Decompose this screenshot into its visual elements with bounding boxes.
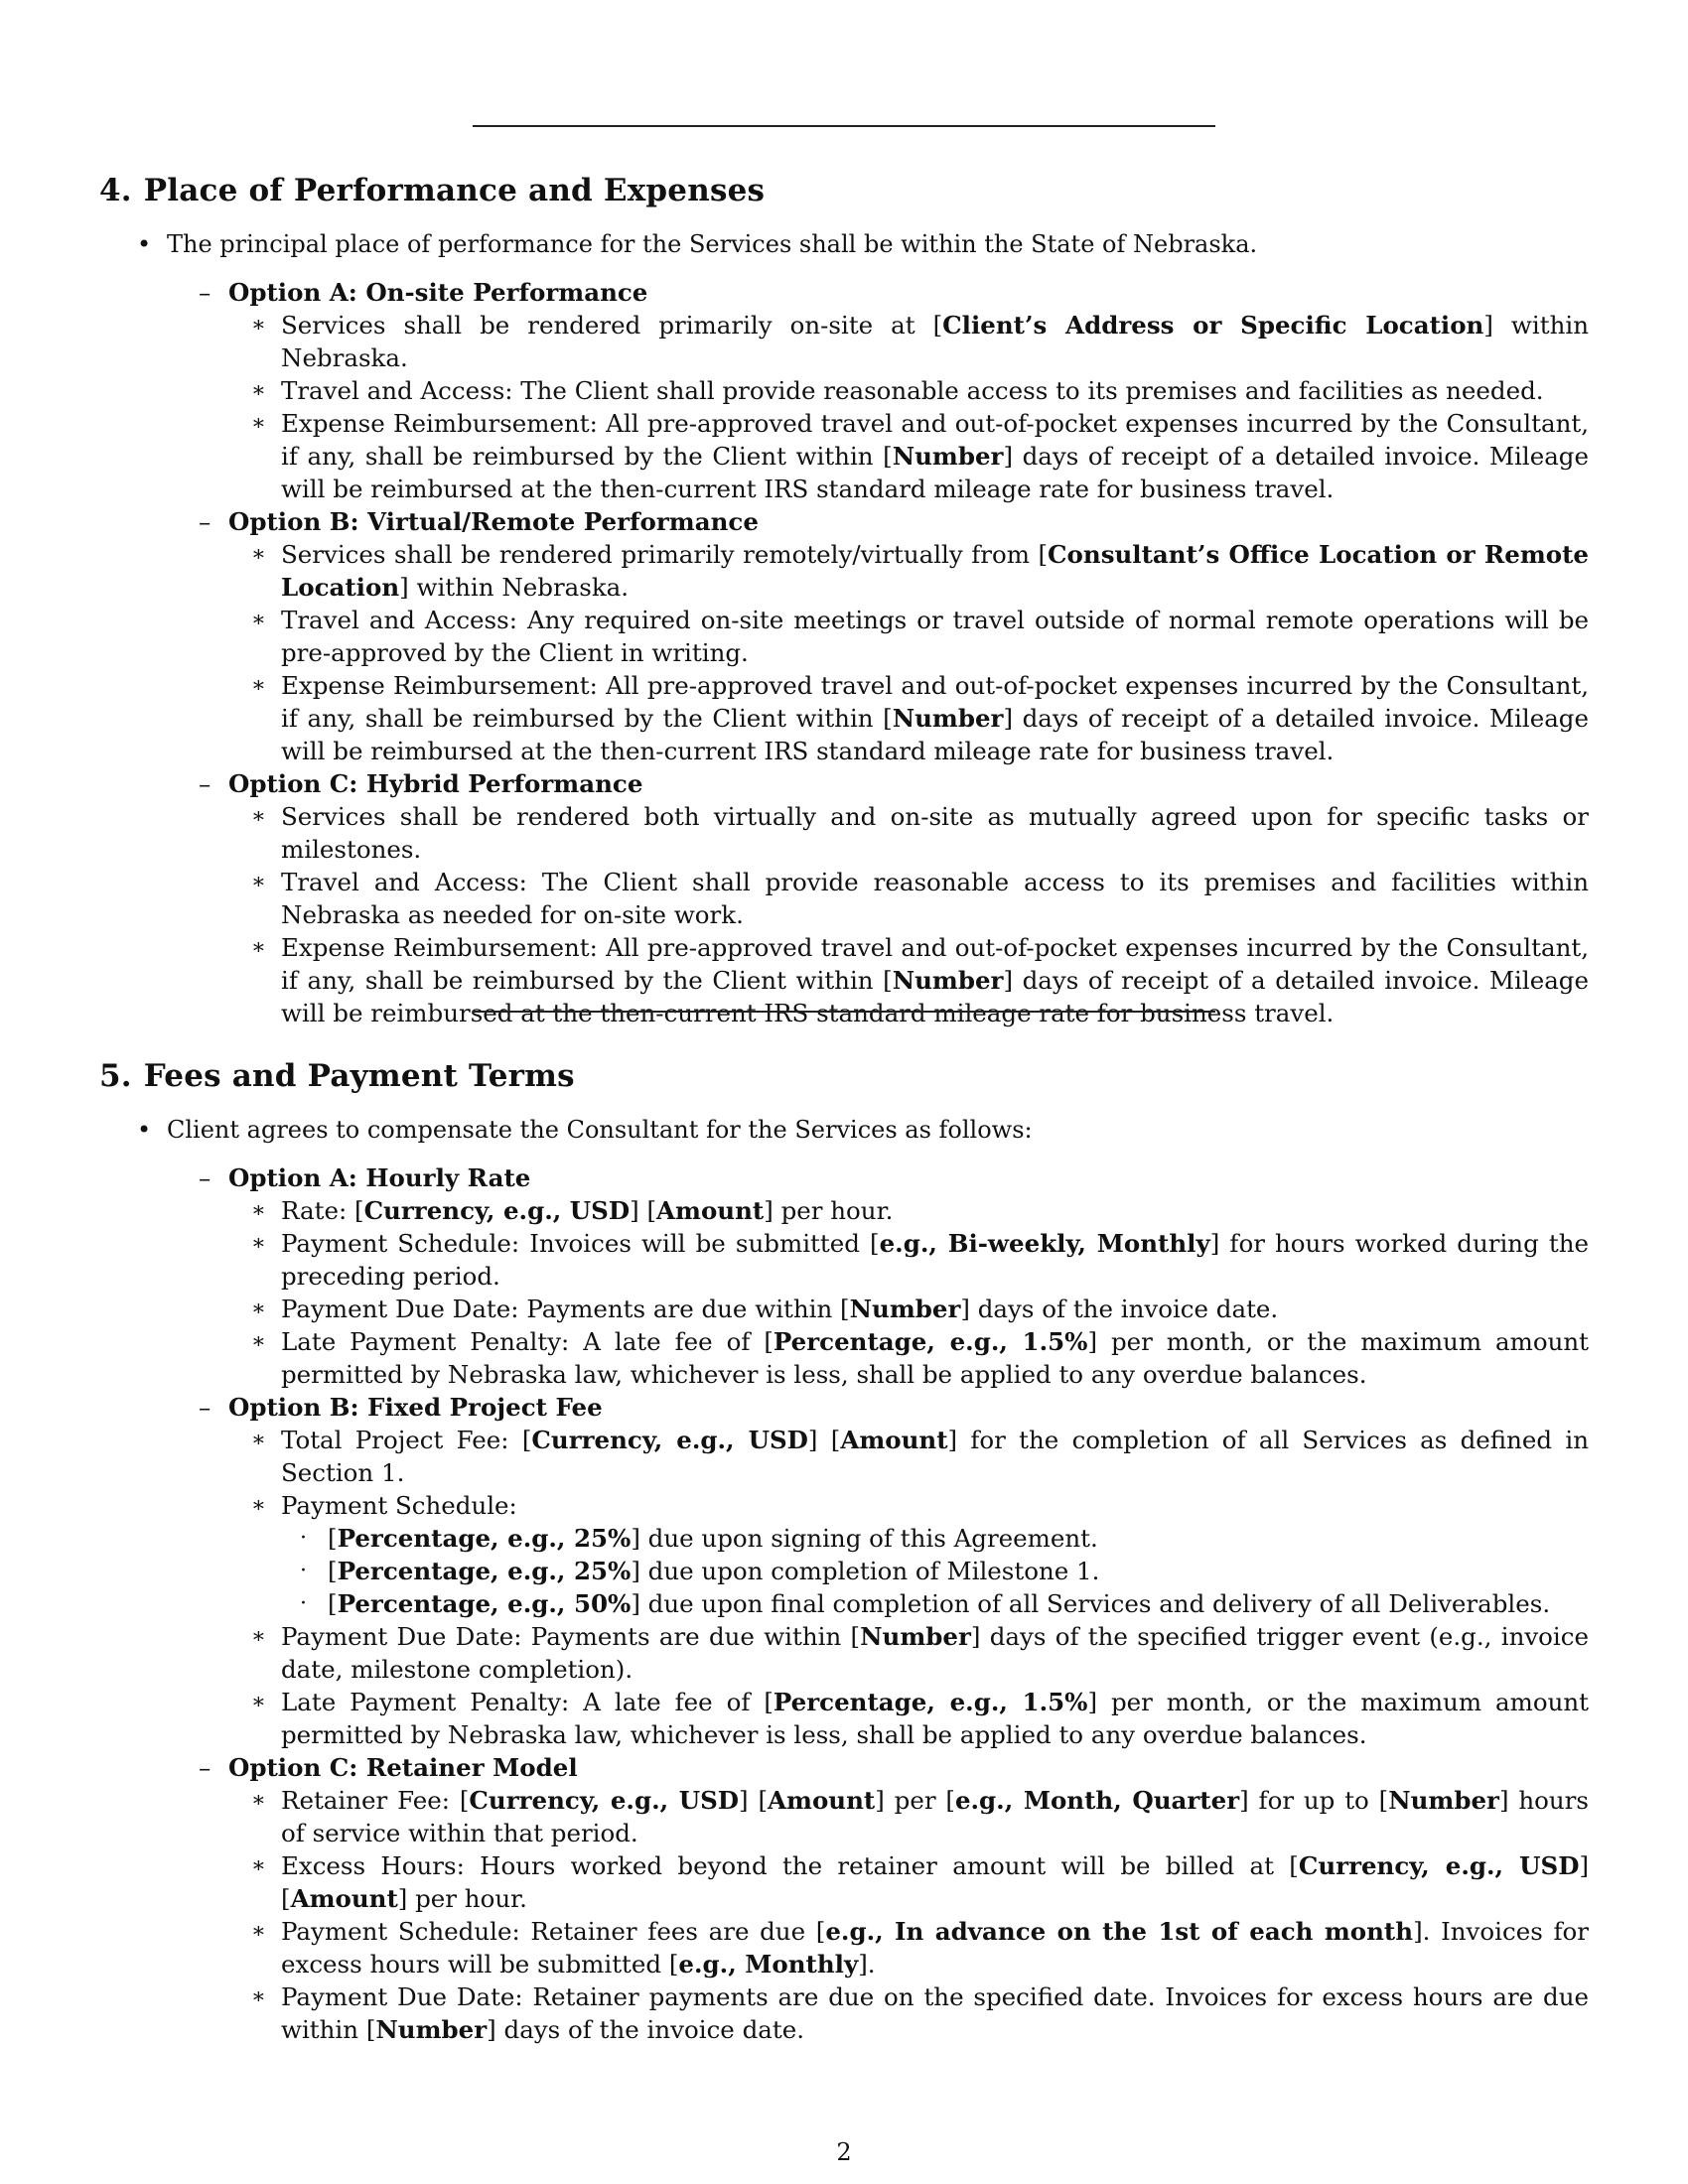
list-item: ∗ Payment Due Date: Retainer payments are due on the specified date. Invoices for excess hours are due within [Number] days of the invoice date. [251,1982,1589,2044]
intro-paragraph: • Client agrees to compensate the Consultant for the Services as follows: [137,1116,1033,1144]
option-items [251,800,1688,1029]
option-heading: – Option A: Hourly Rate [199,1163,531,1192]
option-heading: – Option C: Retainer Model [199,1753,578,1782]
section-heading: 5. Fees and Payment Terms [99,1058,575,1094]
list-item: ∗ Expense Reimbursement: All pre-approved travel and out-of-pocket expenses incurred by the Consultant, if any, shall be reimbursed by the Client within [Number] days of receipt of a detailed invoice. Mileage will be reimbursed at the then-current IRS standard mileage rate for business travel. [251,409,1589,503]
list-item: ∗ Late Payment Penalty: A late fee of [Percentage, e.g., 1.5%] per month, or the maximum amount permitted by Nebraska law, whichever is less, shall be applied to any overdue balances. [251,1327,1589,1389]
list-item: ∗ Expense Reimbursement: All pre-approved travel and out-of-pocket expenses incurred by the Consultant, if any, shall be reimbursed by the Client within [Number] days of receipt of a detailed invoice. Mileage will be reimbursed at the then-current IRS standard mileage rate for business travel. [251,933,1589,1027]
list-item: ∗ Retainer Fee: [Currency, e.g., USD] [Amount] per [e.g., Month, Quarter] for up to [Number] hours of service within that period. [251,1786,1589,1847]
option-items [251,309,1688,505]
section-4 [99,171,1589,1029]
list-item: ∗ Services shall be rendered primarily on-site at [Client’s Address or Specific Location] within Nebraska. [251,311,1589,372]
option-heading: – Option B: Virtual/Remote Performance [199,507,759,536]
sub-list-item: · [Percentage, e.g., 50%] due upon final completion of all Services and delivery of all Deliverables. [300,1589,1551,1618]
list-item: ∗ Payment Schedule: Retainer fees are due [e.g., In advance on the 1st of each month]. Invoices for excess hours will be submitted [e.g., Monthly]. [251,1917,1589,1979]
list-item: ∗ Travel and Access: Any required on-site meetings or travel outside of normal remote operations will be pre-approved by the Client in writing. [251,606,1589,667]
horizontal-rule [473,125,1215,127]
list-item: ∗ Travel and Access: The Client shall provide reasonable access to its premises and facilities as needed. [251,376,1544,405]
list-item: ∗ Payment Schedule: Invoices will be submitted [e.g., Bi-weekly, Monthly] for hours worked during the preceding period. [251,1229,1590,1291]
list-item: ∗ Services shall be rendered primarily remotely/virtually from [Consultant’s Office Location or Remote Location] within Nebraska. [251,540,1589,602]
sub-list-item: · [Percentage, e.g., 25%] due upon completion of Milestone 1. [300,1557,1100,1585]
option-items [251,1784,1688,2046]
option-heading: – Option A: On-site Performance [199,278,648,307]
list-item: ∗ Payment Due Date: Payments are due within [Number] days of the specified trigger event (e.g., invoice date, milestone completion). [251,1622,1589,1684]
list-item: ∗ Payment Due Date: Payments are due within [Number] days of the invoice date. [251,1295,1279,1323]
intro-paragraph: • The principal place of performance for the Services shall be within the State of Nebraska. [137,230,1258,258]
sub-list-item: · [Percentage, e.g., 25%] due upon signing of this Agreement. [300,1524,1098,1553]
option-items [251,538,1688,767]
page-number: 2 [836,2138,852,2166]
list-item: ∗ Rate: [Currency, e.g., USD] [Amount] per hour. [251,1196,894,1225]
list-item: ∗ Total Project Fee: [Currency, e.g., USD] [Amount] for the completion of all Services as defined in Section 1. [251,1426,1590,1487]
option-items [251,1194,1688,1391]
list-item: ∗ Payment Schedule: · [Percentage, e.g., 25%] due upon signing of this Agreement. · [Percentage, e.g., 25%] due upon completion of Milestone 1. · [Percentage, e.g., 50%] due upon final completion of all Services and delivery of all Deliverables. [281,1489,1589,1620]
option-items [251,1424,1688,1751]
list-item: ∗ Travel and Access: The Client shall provide reasonable access to its premises and facilities within Nebraska as needed for on-site work. [251,868,1589,929]
option-heading: – Option C: Hybrid Performance [199,769,643,798]
list-item: ∗ Late Payment Penalty: A late fee of [Percentage, e.g., 1.5%] per month, or the maximum amount permitted by Nebraska law, whichever is less, shall be applied to any overdue balances. [251,1688,1589,1749]
section-heading: 4. Place of Performance and Expenses [99,173,766,208]
list-item: ∗ Services shall be rendered both virtually and on-site as mutually agreed upon for specific tasks or milestones. [251,802,1589,864]
payment-schedule-list [300,1522,1589,1620]
list-item: ∗ Excess Hours: Hours worked beyond the retainer amount will be billed at [Currency, e.g., USD] [Amount] per hour. [251,1851,1590,1913]
horizontal-rule [473,1011,1215,1013]
list-item: ∗ Expense Reimbursement: All pre-approved travel and out-of-pocket expenses incurred by the Consultant, if any, shall be reimbursed by the Client within [Number] days of receipt of a detailed invoice. Mileage will be reimbursed at the then-current IRS standard mileage rate for business travel. [251,671,1589,765]
section-5 [99,1056,1589,2046]
option-heading: – Option B: Fixed Project Fee [199,1393,603,1422]
